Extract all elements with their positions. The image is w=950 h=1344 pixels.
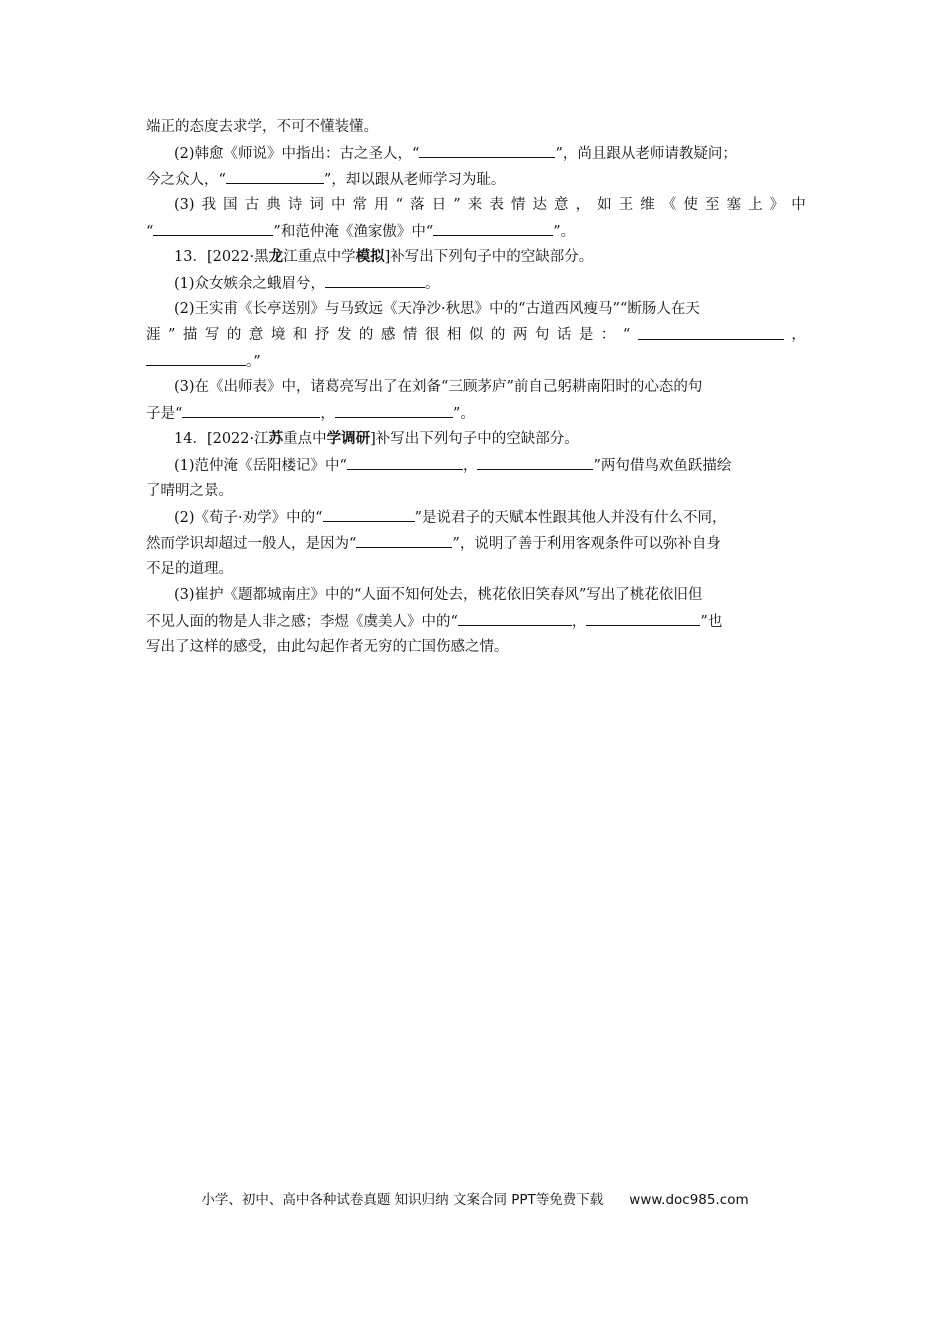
answer-blank[interactable] xyxy=(325,270,425,288)
text-line xyxy=(146,530,806,556)
text-char: 《 xyxy=(661,197,677,213)
text-char: 抒 xyxy=(314,327,330,343)
answer-blank[interactable] xyxy=(182,400,320,418)
answer-blank[interactable] xyxy=(356,530,452,548)
text-segment: ”。 xyxy=(553,224,576,240)
text-line xyxy=(146,114,806,140)
text-line xyxy=(146,634,806,660)
footer-text: 小学、初中、高中各种试卷真题 知识归纳 文案合同 PPT等免费下载 xyxy=(201,1192,604,1208)
text-char: ， xyxy=(791,327,806,343)
question-number: 14．[2022·江 xyxy=(174,431,269,447)
text-char: 的 xyxy=(358,327,374,343)
text-char: 我 xyxy=(201,197,217,213)
text-segment: ”也 xyxy=(700,614,723,630)
answer-blank[interactable] xyxy=(458,608,572,626)
text-segment: (3)崔护《题都城南庄》中的“人面不知何处去，桃花依旧笑春风”写出了桃花依旧但 xyxy=(174,587,703,603)
answer-blank[interactable] xyxy=(335,400,453,418)
text-char: 似 xyxy=(468,327,484,343)
text-segment: 不见人面的物是人非之感；李煜《虞美人》中的“ xyxy=(146,614,458,630)
text-char: 的 xyxy=(226,327,242,343)
text-segment: 不足的道理。 xyxy=(146,561,233,577)
text-char: 落 xyxy=(410,197,425,213)
footer-website-link[interactable]: www.doc985.com xyxy=(629,1192,749,1208)
answer-blank[interactable] xyxy=(323,504,415,522)
text-segment: ， xyxy=(571,614,587,630)
text-char: 诗 xyxy=(287,197,303,213)
text-segment: “ xyxy=(146,224,154,240)
text-segment: 模拟 xyxy=(355,249,385,265)
text-segment: ]补写出下列句子中的空缺部分。 xyxy=(384,249,594,265)
text-line xyxy=(146,478,806,504)
text-char: ， xyxy=(575,197,591,213)
text-segment: (1)范仲淹《岳阳楼记》中“ xyxy=(174,458,347,474)
text-segment: ， xyxy=(462,458,478,474)
text-char: 维 xyxy=(640,197,655,213)
text-char: ” xyxy=(168,327,176,343)
question-14-1 xyxy=(146,452,806,478)
text-segment: 。 xyxy=(425,276,440,292)
page-footer xyxy=(0,1188,950,1208)
text-segment: 江重点中学 xyxy=(283,249,356,265)
question-13-2 xyxy=(146,296,806,322)
text-char: 描 xyxy=(182,327,198,343)
text-segment: 苏 xyxy=(268,431,284,447)
text-segment: ， xyxy=(320,406,335,422)
text-segment: (2)王实甫《长亭送别》与马致远《天净沙·秋思》中的“古道西风瘦马”“断肠人在天 xyxy=(174,301,700,317)
text-char: ” xyxy=(453,197,461,213)
text-line xyxy=(146,218,806,244)
answer-blank[interactable] xyxy=(146,348,246,366)
document-body xyxy=(146,114,806,660)
text-char: 两 xyxy=(512,327,528,343)
text-char: 中 xyxy=(330,197,346,213)
text-char: 典 xyxy=(266,197,281,213)
text-line xyxy=(146,556,806,582)
text-char: 古 xyxy=(244,197,260,213)
text-segment: ]补写出下列句子中的空缺部分。 xyxy=(370,431,579,447)
text-segment: 子是“ xyxy=(146,406,183,422)
answer-blank[interactable] xyxy=(638,322,784,340)
text-char: 涯 xyxy=(146,327,161,343)
text-char: ： xyxy=(600,327,616,343)
text-segment: 端正的态度去求学，不可不懂装懂。 xyxy=(146,119,378,135)
text-char: 中 xyxy=(791,197,806,213)
text-char: 至 xyxy=(704,197,720,213)
text-char: (3) xyxy=(174,197,195,213)
text-segment: ”，说明了善于利用客观条件可以弥补自身 xyxy=(452,536,721,552)
text-char: 达 xyxy=(532,197,547,213)
text-char: 常 xyxy=(352,197,368,213)
text-line xyxy=(146,348,806,374)
text-char: “ xyxy=(395,197,404,213)
text-char: 如 xyxy=(597,197,612,213)
text-segment: ”，尚且跟从老师请教疑问； xyxy=(555,146,737,162)
text-segment: ”是说君子的天赋本性跟其他人并没有什么不同， xyxy=(414,510,727,526)
text-char: 》 xyxy=(769,197,785,213)
text-line xyxy=(146,322,806,348)
text-segment: 今之众人，“ xyxy=(146,172,226,188)
text-segment: (1)众女嫉余之蛾眉兮， xyxy=(174,276,326,292)
question-12-2 xyxy=(146,140,806,166)
text-segment: 写出了这样的感受，由此勾起作者无穷的亡国伤感之情。 xyxy=(146,639,509,655)
answer-blank[interactable] xyxy=(419,140,555,158)
answer-blank[interactable] xyxy=(226,166,324,184)
text-char: “ xyxy=(622,327,631,343)
text-segment: 学调研 xyxy=(326,431,371,447)
question-14-2 xyxy=(146,504,806,530)
text-char: 写 xyxy=(204,327,220,343)
text-segment: (3)在《出师表》中，诸葛亮写出了在刘备“三顾茅庐”前自己躬耕南阳时的心态的句 xyxy=(174,379,703,395)
text-char: 国 xyxy=(223,197,238,213)
text-char: 表 xyxy=(489,197,504,213)
text-segment: 然而学识却超过一般人，是因为“ xyxy=(146,536,357,552)
text-line xyxy=(146,400,806,426)
text-char: 情 xyxy=(510,197,526,213)
answer-blank[interactable] xyxy=(153,218,273,236)
text-char: 境 xyxy=(270,327,286,343)
text-segment: ”和范仲淹《渔家傲》中“ xyxy=(273,224,434,240)
text-segment: ”。 xyxy=(452,406,475,422)
question-14-header xyxy=(146,426,806,452)
question-13-header xyxy=(146,244,806,270)
text-char: 是 xyxy=(578,327,594,343)
question-13-3 xyxy=(146,374,806,400)
answer-blank[interactable] xyxy=(433,218,553,236)
text-segment: 龙 xyxy=(268,249,284,265)
question-13-1 xyxy=(146,270,806,296)
text-char: 话 xyxy=(556,327,572,343)
text-segment: (2)《荀子·劝学》中的“ xyxy=(174,510,323,526)
text-char: 用 xyxy=(374,197,389,213)
text-line xyxy=(146,166,806,192)
text-char: 上 xyxy=(748,197,763,213)
answer-blank[interactable] xyxy=(586,608,700,626)
text-segment: 重点中 xyxy=(283,431,327,447)
text-char: 来 xyxy=(467,197,483,213)
answer-blank[interactable] xyxy=(347,452,463,470)
text-segment: 了晴明之景。 xyxy=(146,483,233,499)
text-char: 和 xyxy=(292,327,308,343)
text-char: 的 xyxy=(490,327,506,343)
text-char: 使 xyxy=(683,197,698,213)
text-line xyxy=(146,608,806,634)
question-12-3 xyxy=(146,192,806,218)
text-char: 相 xyxy=(446,327,462,343)
text-char: 塞 xyxy=(726,197,742,213)
text-char: 很 xyxy=(424,327,440,343)
text-char: 句 xyxy=(534,327,550,343)
text-char: 发 xyxy=(336,327,352,343)
text-char: 情 xyxy=(402,327,418,343)
text-segment: (2)韩愈《师说》中指出：古之圣人，“ xyxy=(174,146,420,162)
text-char: 日 xyxy=(431,197,447,213)
text-char: 意 xyxy=(248,327,264,343)
text-segment: ”两句借鸟欢鱼跃描绘 xyxy=(593,458,732,474)
text-char: 王 xyxy=(618,197,634,213)
question-number: 13．[2022·黑 xyxy=(174,249,269,265)
answer-blank[interactable] xyxy=(477,452,593,470)
text-char: 意 xyxy=(554,197,569,213)
text-char: 感 xyxy=(380,327,396,343)
text-segment: ”，却以跟从老师学习为耻。 xyxy=(323,172,506,188)
text-segment: 。” xyxy=(246,354,261,370)
question-14-3 xyxy=(146,582,806,608)
text-char: 词 xyxy=(309,197,324,213)
